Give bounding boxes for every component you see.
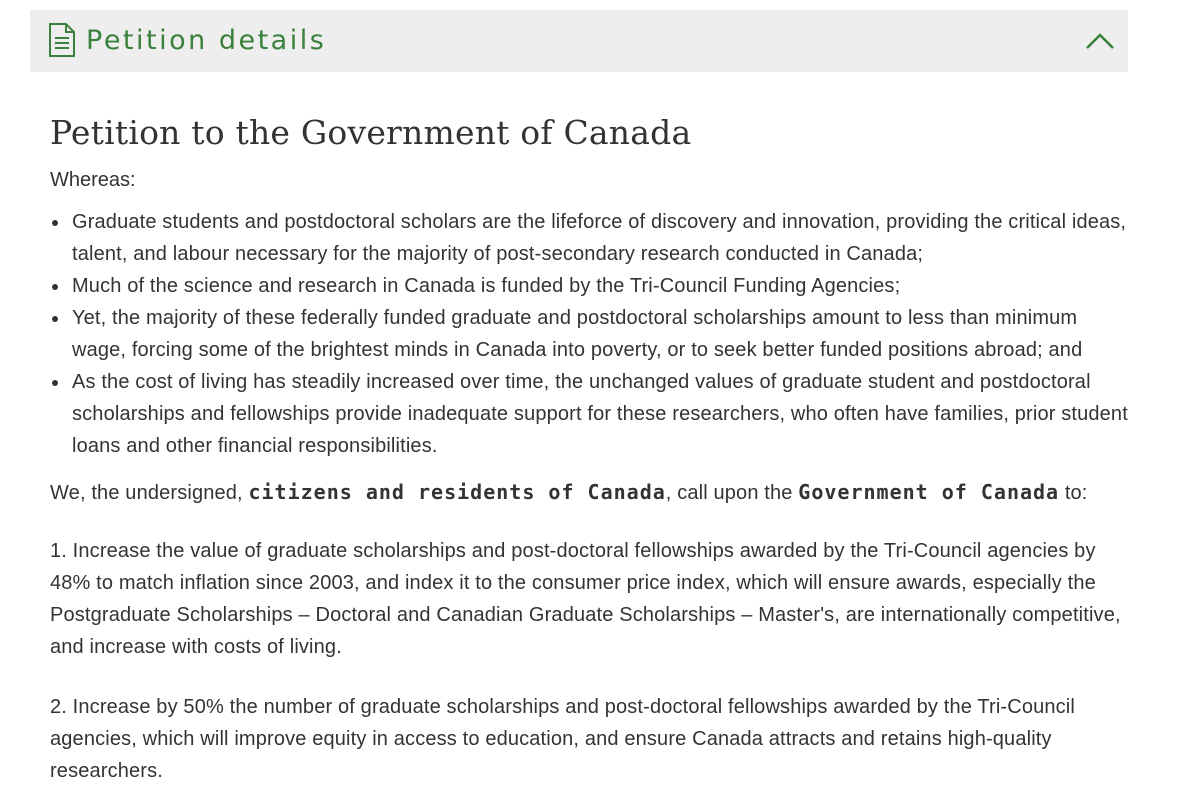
call-statement xyxy=(50,476,1130,509)
whereas-label: Whereas: xyxy=(50,169,136,191)
request-item: 2. Increase by 50% the number of graduate scholarships and post-doctoral fellowships awarded by the Tri-Council agencies, which will improve equity in access to education, and ensure Canada attracts and retains high-quality researchers. xyxy=(50,696,1075,782)
petition-title: Petition to the Government of Canada xyxy=(50,113,692,152)
request-item: 1. Increase the value of graduate scholarships and post-doctoral fellowships awarded by the Tri-Council agencies by 48% to match inflation since 2003, and index it to the consumer price index, which will ensure awards, especially the Postgraduate Scholarships – Doctoral and Canadian Graduate Scholarships – Master's, are internationally competitive, and increase with costs of living. xyxy=(50,540,1121,658)
clause-item: Much of the science and research in Canada is funded by the Tri-Council Funding Agencies; xyxy=(50,270,1130,302)
call-suffix: to: xyxy=(1059,482,1088,504)
chevron-up-icon[interactable] xyxy=(1085,30,1115,50)
whereas-clauses xyxy=(50,206,1130,462)
document-icon xyxy=(48,23,76,57)
panel-title: Petition details xyxy=(86,25,327,56)
call-middle: , call upon the xyxy=(665,482,799,504)
call-prefix: We, the undersigned, xyxy=(50,482,249,504)
petitioners-label: citizens and residents of Canada xyxy=(248,480,666,504)
petition-details-header[interactable] xyxy=(30,10,1128,72)
addressee-label: Government of Canada xyxy=(798,480,1060,504)
clause-item: Graduate students and postdoctoral scholars are the lifeforce of discovery and innovation, providing the critical ideas, talent, and labour necessary for the majority of post-secondary research conducted in Canada; xyxy=(50,206,1130,270)
clause-item: As the cost of living has steadily increased over time, the unchanged values of graduate student and postdoctoral scholarships and fellowships provide inadequate support for these researchers, who often have families, prior student loans and other financial responsibilities. xyxy=(50,366,1130,462)
petition-body xyxy=(50,108,1130,787)
clause-item: Yet, the majority of these federally funded graduate and postdoctoral scholarships amount to less than minimum wage, forcing some of the brightest minds in Canada into poverty, or to seek better funded positions abroad; and xyxy=(50,302,1130,366)
